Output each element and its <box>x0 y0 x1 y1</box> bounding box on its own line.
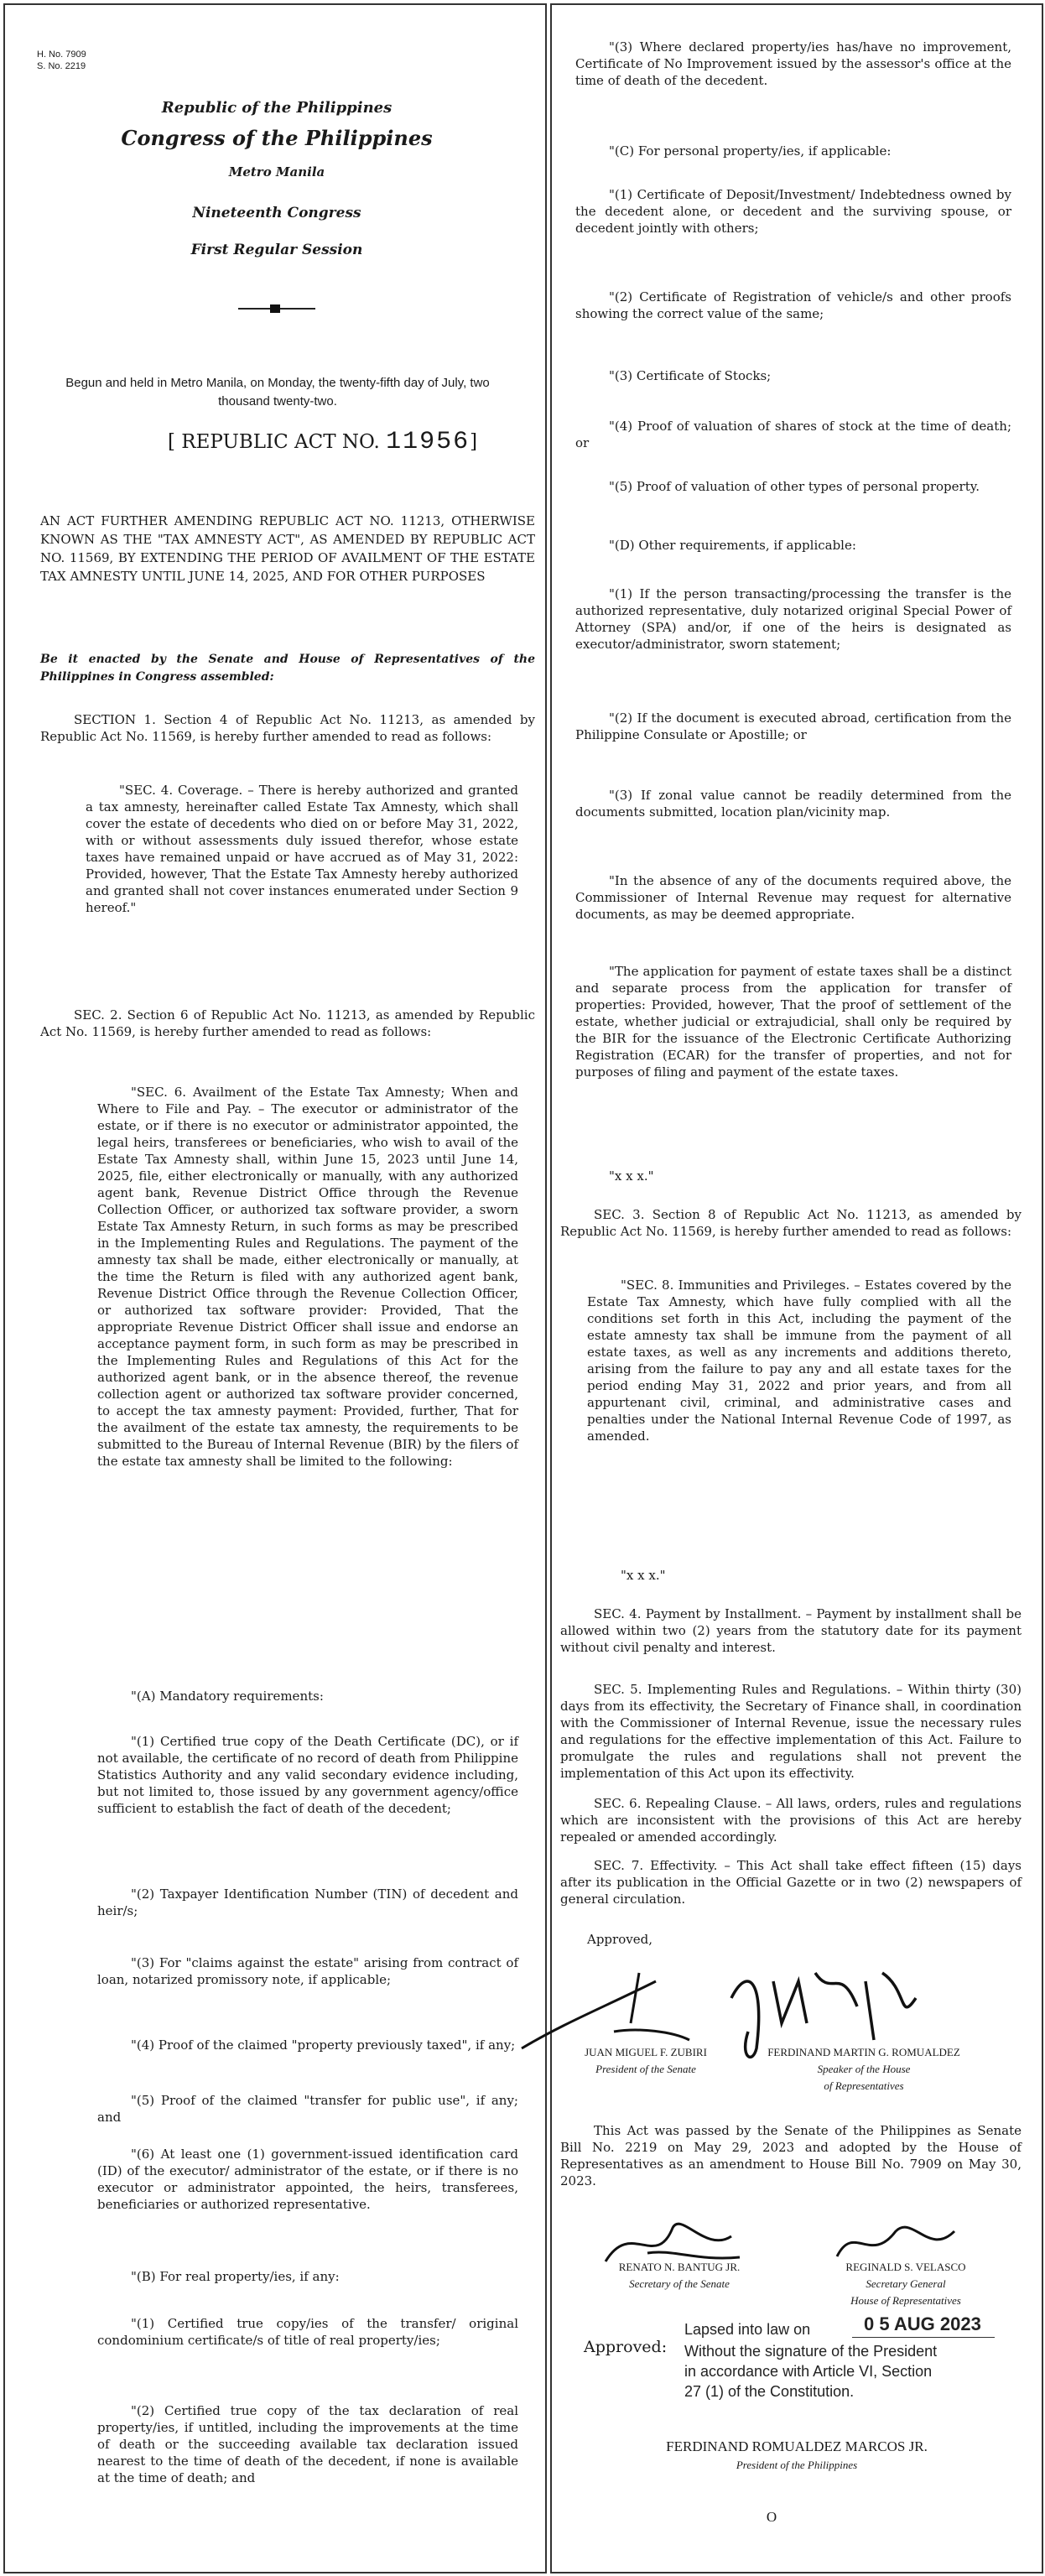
house-secretary-name: REGINALD S. VELASCO <box>845 2261 966 2273</box>
section-6: SEC. 6. Repealing Clause. – All laws, orders, rules and regulations which are inconsistent with the provisions of this Act are hereby repealed or amended accordingly. <box>560 1796 1022 1845</box>
section-4: SEC. 4. Payment by Installment. – Payment by installment shall be allowed within two (2) years from the statutory date for its payment without civil penalty and interest. <box>560 1606 1022 1655</box>
req-c-heading: "(C) For personal property/ies, if applicable: <box>609 143 892 159</box>
section-3: SEC. 3. Section 8 of Republic Act No. 11213, as amended by Republic Act No. 11569, is hereby further amended to read as follows: <box>560 1207 1022 1239</box>
senate-president-name: JUAN MIGUEL F. ZUBIRI <box>585 2046 707 2058</box>
req-c-3: "(3) Certificate of Stocks; <box>609 368 772 383</box>
req-a-6: "(6) At least one (1) government-issued identification card (ID) of the executor/ administrator of the estate, or if there is no executor or administrator appointed, the heirs, transferees, beneficiaries or authorized representative. <box>97 2147 518 2212</box>
lapsed-line-4: 27 (1) of the Constitution. <box>684 2383 855 2400</box>
section-7: SEC. 7. Effectivity. – This Act shall take effect fifteen (15) days after its publication in the Official Gazette or in two (2) newspapers of general circulation. <box>560 1858 1022 1907</box>
lapsed-into-law-label: Lapsed into law on <box>684 2321 811 2338</box>
req-a-4: "(4) Proof of the claimed "property previously taxed", if any; <box>131 2037 516 2053</box>
lapsed-date-line <box>852 2337 995 2338</box>
req-a-3: "(3) For "claims against the estate" arising from contract of loan, notarized promissory note, if applicable; <box>97 1955 518 1987</box>
president-name: FERDINAND ROMUALDEZ MARCOS JR. <box>666 2438 928 2454</box>
req-c-4: "(4) Proof of valuation of shares of stock at the time of death; or <box>575 419 1011 450</box>
lapsed-date: 0 5 AUG 2023 <box>864 2313 981 2334</box>
republic-act-prefix: [ REPUBLIC ACT NO. <box>168 431 380 453</box>
req-c-1: "(1) Certificate of Deposit/Investment/ Indebtedness owned by the decedent alone, or decedent and the surviving spouse, or decedent jointly with others; <box>575 187 1011 236</box>
req-c-2: "(2) Certificate of Registration of vehicle/s and other proofs showing the correct value of the same; <box>575 289 1011 321</box>
congress-number-heading: Nineteenth Congress <box>192 205 361 221</box>
senate-bill-number: S. No. 2219 <box>37 61 86 71</box>
passage-statement: This Act was passed by the Senate of the Philippines as Senate Bill No. 2219 on May 29, 2023 and adopted by the House of Representatives as an amendment to House Bill No. 7909 on May 30, 2023. <box>560 2123 1022 2188</box>
republic-act-number: 11956 <box>386 428 471 456</box>
req-b-1: "(1) Certified true copy/ies of the transfer/ original condominium certificate/s of title of real property/ies; <box>97 2316 518 2348</box>
section-2-quote: "SEC. 6. Availment of the Estate Tax Amnesty; When and Where to File and Pay. – The executor or administrator of the estate, or if there is no executor or administrator appointed, the legal heirs, transferees or beneficiaries, who wish to avail of the Estate Tax Amnesty shall, within June 15, 2023 until June 14, 2025, file, either electronically or manually, with any authorized agent bank, Revenue District Office through the Revenue Collection Officer, or authorized tax software provider, a sworn Estate Tax Amnesty Return, in such forms as may be prescribed in the Implementing Rules and Regulations. The payment of the amnesty tax shall be made, either electronically or manually, at the time the Return is filed with any authorized agent bank, Revenue District Office through the Revenue Collection Officer, or authorized tax software provider: Provided, That the appropriate Revenue District Officer shall issue and endorse an acceptance payment form, in such form as may be prescribed in the Implementing Rules and Regulations of this Act for the authorized agent bank, or in the absence thereof, the revenue collection agent or authorized tax software provider concerned, to accept the tax amnesty payment: Provided, further, That for the availment of the estate tax amnesty, the requirements to be submitted to the Bureau of Internal Revenue (BIR) by the filers of the estate tax amnesty shall be limited to the following: <box>97 1085 518 1469</box>
senate-secretary-title: Secretary of the Senate <box>629 2277 730 2290</box>
president-title: President of the Philippines <box>736 2459 858 2471</box>
req-a-5: "(5) Proof of the claimed "transfer for public use", if any; and <box>97 2093 518 2125</box>
house-secretary-title-line-1: Secretary General <box>866 2277 946 2290</box>
republic-heading: Republic of the Philippines <box>161 99 393 117</box>
req-c-5: "(5) Proof of valuation of other types of personal property. <box>609 479 980 494</box>
req-a-1: "(1) Certified true copy of the Death Certificate (DC), or if not available, the certificate of no record of death from Philippine Statistics Authority and any valid secondary evidence including, but not limited to, those issued by any government agency/office sufficient to establish the fact of death of the decedent; <box>97 1734 518 1816</box>
application-paragraph: "The application for payment of estate taxes shall be a distinct and separate process from the application for transfer of properties: Provided, however, That the proof of settlement of the estate, whether judicial or extrajudicial, shall only be required by the BIR for the issuance of the Electronic Certificate Authorizing Registration (ECAR) for the transfer of properties, and not for purposes of filing and payment of the estate taxes. <box>575 964 1011 1080</box>
section-5: SEC. 5. Implementing Rules and Regulations. – Within thirty (30) days from its effectivity, the Secretary of Finance shall, in coordination with the Commissioner of Internal Revenue, issue the necessary rules and regulations for the effective implementation of this Act. Failure to promulgate the rules and regulations shall not prevent the implementation of this Act upon its effectivity. <box>560 1682 1022 1781</box>
req-b-3: "(3) Where declared property/ies has/have no improvement, Certificate of No Improvement issued by the assessor's office at the time of death of the decedent. <box>575 39 1011 88</box>
act-title: AN ACT FURTHER AMENDING REPUBLIC ACT NO. 11213, OTHERWISE KNOWN AS THE "TAX AMNESTY ACT", AS AMENDED BY REPUBLIC ACT NO. 11569, BY EXTENDING THE PERIOD OF AVAILMENT OF THE ESTATE TAX AMNESTY UNTIL JUNE 14, 2025, AND FOR OTHER PURPOSES <box>40 513 535 584</box>
enacting-clause: Be it enacted by the Senate and House of Representatives of the Philippines in Congress assembled: <box>40 653 535 684</box>
city-heading: Metro Manila <box>228 164 325 180</box>
speaker-name: FERDINAND MARTIN G. ROMUALDEZ <box>767 2046 960 2058</box>
president-approved-label: Approved: <box>584 2338 668 2356</box>
speaker-title-line-2: of Representatives <box>824 2079 904 2092</box>
omission-1: "x x x." <box>609 1168 654 1184</box>
ornament-divider-center <box>270 304 280 313</box>
footer-mark: O <box>766 2509 777 2525</box>
republic-act-label <box>168 428 520 456</box>
republic-act-close: ] <box>470 431 478 453</box>
session-heading: First Regular Session <box>190 242 363 258</box>
speaker-title-line-1: Speaker of the House <box>817 2063 911 2075</box>
req-d-3: "(3) If zonal value cannot be readily determined from the documents submitted, location plan/vicinity map. <box>575 788 1011 820</box>
lapsed-line-2: Without the signature of the President <box>684 2343 938 2360</box>
req-b-heading: "(B) For real property/ies, if any: <box>131 2269 340 2284</box>
house-bill-number: H. No. 7909 <box>37 49 86 60</box>
absence-paragraph: "In the absence of any of the documents required above, the Commissioner of Internal Revenue may request for alternative documents, as may be deemed appropriate. <box>575 873 1011 922</box>
req-a-2: "(2) Taxpayer Identification Number (TIN) of decedent and heir/s; <box>97 1886 518 1918</box>
section-1: SECTION 1. Section 4 of Republic Act No. 11213, as amended by Republic Act No. 11569, is hereby further amended to read as follows: <box>40 712 535 744</box>
req-d-2: "(2) If the document is executed abroad, certification from the Philippine Consulate or Apostille; or <box>575 710 1011 742</box>
section-3-quote: "SEC. 8. Immunities and Privileges. – Estates covered by the Estate Tax Amnesty, which have fully complied with all the conditions set forth in this Act, including the payment of the estate amnesty tax shall be immune from the payment of all estate taxes, as well as any increments and additions thereto, arising from the failure to pay any and all estate taxes for the period ending May 31, 2022 and prior years, and from all appurtenant civil, criminal, and administrative cases and penalties under the National Internal Revenue Code of 1997, as amended. <box>587 1278 1011 1444</box>
req-d-heading: "(D) Other requirements, if applicable: <box>609 538 856 553</box>
req-b-2: "(2) Certified true copy of the tax declaration of real property/ies, if untitled, including the improvements at the time of death or the succeeding available tax declaration issued nearest to the time of death of the decedent, if none is available at the time of death; and <box>97 2403 518 2485</box>
omission-2: "x x x." <box>621 1568 666 1583</box>
req-d-1: "(1) If the person transacting/processing the transfer is the authorized representative, duly notarized original Special Power of Attorney (SPA) and/or, if one of the heirs is designated as executor/administrator, sworn statement; <box>575 586 1011 652</box>
lapsed-line-3: in accordance with Article VI, Section <box>684 2363 933 2380</box>
section-2: SEC. 2. Section 6 of Republic Act No. 11213, as amended by Republic Act No. 11569, is hereby further amended to read as follows: <box>40 1007 535 1039</box>
approved-label: Approved, <box>587 1932 652 1947</box>
senate-president-title: President of the Senate <box>595 2063 696 2075</box>
senate-secretary-name: RENATO N. BANTUG JR. <box>618 2261 741 2273</box>
congress-heading: Congress of the Philippines <box>121 126 433 150</box>
house-secretary-title-line-2: House of Representatives <box>850 2294 961 2307</box>
req-a-heading: "(A) Mandatory requirements: <box>131 1689 324 1704</box>
section-1-quote: "SEC. 4. Coverage. – There is hereby authorized and granted a tax amnesty, hereinafter called Estate Tax Amnesty, which shall cover the estate of decedents who died on or before May 31, 2022, with or without assessments duly issued therefor, whose estate taxes have remained unpaid or have accrued as of May 31, 2022: Provided, however, That the Estate Tax Amnesty hereby authorized and granted shall not cover instances enumerated under Section 9 hereof." <box>86 783 518 915</box>
session-statement: Begun and held in Metro Manila, on Monday, the twenty-fifth day of July, two thousand twenty-two. <box>65 376 490 409</box>
